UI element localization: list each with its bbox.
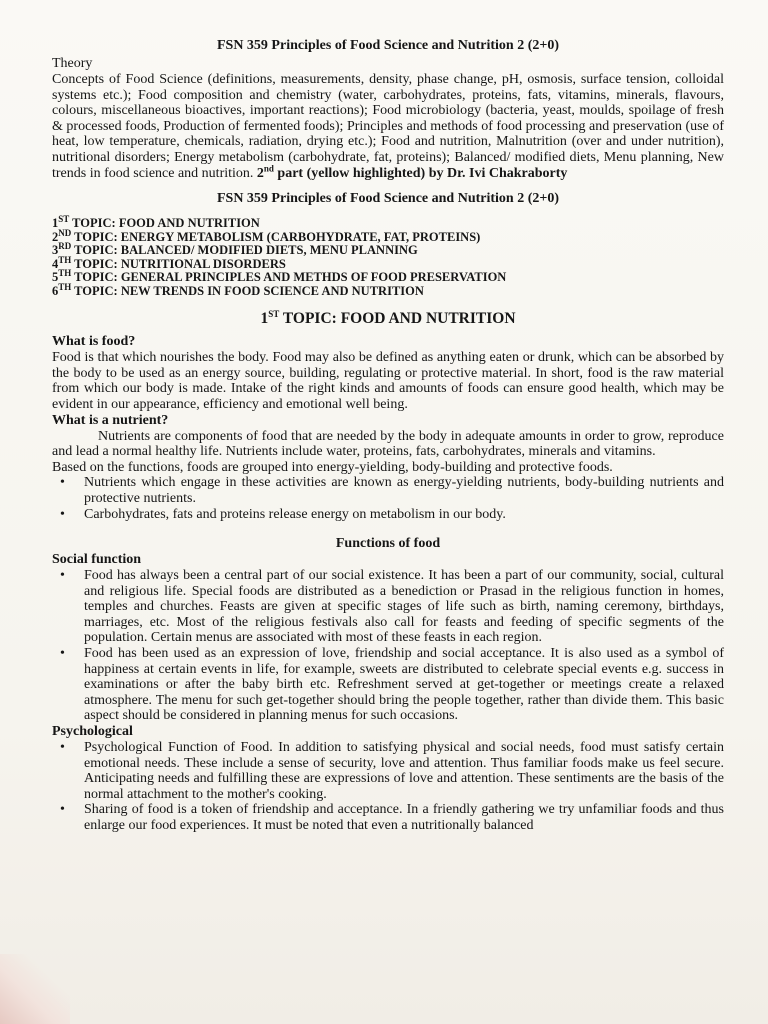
contents-title: FSN 359 Principles of Food Science and Nutrition 2 (2+0) xyxy=(216,191,560,207)
section-heading: 1ST TOPIC: FOOD AND NUTRITION xyxy=(260,309,516,328)
list-item: • Psychological Function of Food. In addition to satisfying physical and social needs, food must satisfy certain emotional needs. These include a sense of security, love and attention. Thus familiar foods make us feel secure. Anticipating needs and fulfilling these are expressions of love and attention. These sentiments are the basis of the normal attachment to the mother's cooking. xyxy=(82,740,724,802)
topic-item: 6TH TOPIC: NEW TRENDS IN FOOD SCIENCE AND NUTRITION xyxy=(52,281,424,298)
social-heading: Social function xyxy=(52,552,142,568)
functions-intro: Based on the functions, foods are grouped into energy-yielding, body-building and protective foods. xyxy=(52,459,613,475)
theory-text: Concepts of Food Science (definitions, measurements, density, phase change, pH, osmosis, surface tension, colloidal systems etc.); Food composition and chemistry (water, carbohydrates, proteins, fats, vitamins, minerals, flavours, colours, miscellaneous bioactives, important reactions); Food microbiology (bacteria, yeast, moulds, spoilage of fresh & processed foods, Production of fermented foods); Principles and methods of food processing and preservation (use of heat, low temperature, chemicals, radiation, drying etc.); Food and nutrition, Malnutrition (over and under nutrition), nutritional disorders; Energy metabolism (carbohydrate, fat, proteins); Balanced/ modified diets, Menu planning, New trends in food science and nutrition. xyxy=(52,72,724,181)
topic-item: 5TH TOPIC: GENERAL PRINCIPLES AND METHDS OF FOOD PRESERVATION xyxy=(52,268,507,285)
page-corner-shadow xyxy=(0,954,70,1024)
list-item: • Sharing of food is a token of friendship and acceptance. In a friendly gathering we try unfamiliar foods and thus enlarge our food experiences. It must be noted that even a nutritionally balanced xyxy=(82,802,724,833)
what-is-nutrient-heading: What is a nutrient? xyxy=(52,412,169,428)
list-item: • Nutrients which engage in these activities are known as energy-yielding nutrients, body-building nutrients and protective nutrients. xyxy=(82,475,724,506)
course-title: FSN 359 Principles of Food Science and Nutrition 2 (2+0) xyxy=(216,38,560,53)
list-item: • Food has been used as an expression of love, friendship and social acceptance. It is also used as a symbol of happiness at certain events in life, for example, sweets are distributed to celebrate special events e.g. success in examinations or after the baby birth etc. Refreshment served at get-together or meetings create a relaxed atmosphere. The menu for such get-together should bring the people together, rather than divide them. This basic aspect should be considered in planning menus for such occasions. xyxy=(82,646,724,724)
functions-title: Functions of food xyxy=(335,536,441,552)
what-is-food-text: Food is that which nourishes the body. Food may also be defined as anything eaten or drunk, which can be absorbed by the body to be used as an energy source, building, regulating or protective material. In short, food is the raw material from which our body is made. Intake of the right kinds and amounts of foods can ensure good health, which may be evident in our appearance, efficiency and emotional well being. xyxy=(52,350,724,412)
list-item: • Food has always been a central part of our social existence. It has been a part of our community, social, cultural and religious life. Special foods are distributed as a benediction or Prasad in the religious function in homes, temples and churches. Feasts are given at specific stages of life such as birth, naming ceremony, birthdays, marriages, etc. Most of the religious festivals also call for feasts and feeding of specific segments of the population. Certain menus are associated with most of these feasts in each region. xyxy=(82,568,724,646)
what-is-food-heading: What is food? xyxy=(52,334,136,350)
topic-item: 4TH TOPIC: NUTRITIONAL DISORDERS xyxy=(52,254,286,271)
theory-paragraph xyxy=(52,72,724,181)
topic-list xyxy=(52,214,724,298)
psychological-bullets xyxy=(52,740,724,834)
list-item: • Carbohydrates, fats and proteins release energy on metabolism in our body. xyxy=(82,507,724,523)
nutrient-bullets xyxy=(52,475,724,522)
highlight-note: 2nd part (yellow highlighted) by Dr. Ivi Chakraborty xyxy=(256,162,568,181)
topic-item: 2ND TOPIC: ENERGY METABOLISM (CARBOHYDRATE, FAT, PROTEINS) xyxy=(52,227,481,244)
topic-item: 1ST TOPIC: FOOD AND NUTRITION xyxy=(52,214,260,231)
theory-label: Theory xyxy=(52,56,93,71)
psychological-heading: Psychological xyxy=(52,724,133,740)
topic-item: 3RD TOPIC: BALANCED/ MODIFIED DIETS, MENU PLANNING xyxy=(52,241,418,258)
what-is-nutrient-text: Nutrients are components of food that are needed by the body in adequate amounts in order to grow, reproduce and lead a normal healthy life. Nutrients include water, proteins, fats, carbohydrates, minerals and vitamins. xyxy=(52,428,724,460)
social-bullets xyxy=(52,568,724,724)
